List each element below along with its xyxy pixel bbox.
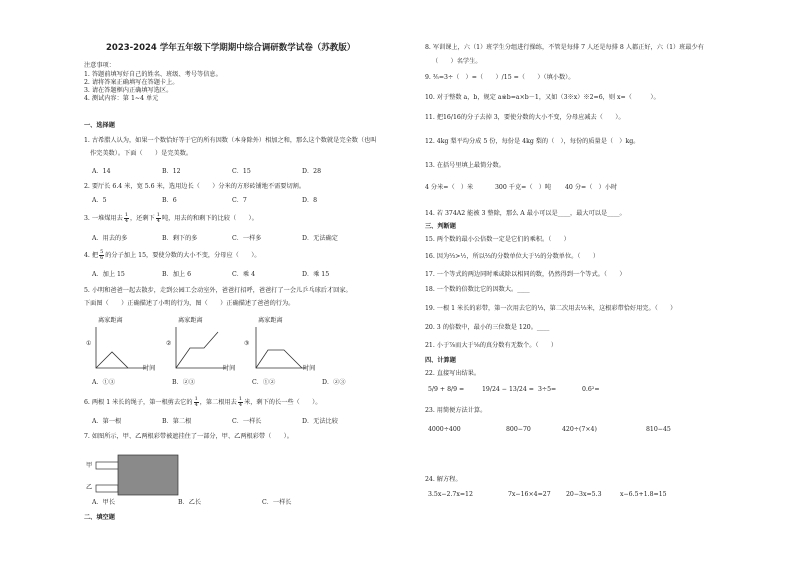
equation-item: 7x−16×4=27	[508, 491, 551, 498]
question-18: 18. 一个数的倍数比它的因数大。____	[425, 286, 530, 293]
graph-x-label: 时间	[223, 365, 236, 372]
option[interactable]: A．14	[92, 168, 111, 175]
option[interactable]: D．乘 15	[302, 271, 330, 278]
question-23: 23. 用简便方法计算。	[425, 407, 487, 414]
ribbon-yi	[96, 485, 118, 492]
question-13-item: 300 千克=（ ）吨	[495, 184, 552, 191]
graph-y-label: 离家距离	[98, 317, 123, 324]
option[interactable]: C．一样多	[232, 235, 262, 242]
option[interactable]: D．8	[302, 197, 318, 204]
option[interactable]: B．乙长	[178, 499, 202, 506]
question-3: 3. 一堆煤用去 $\frac{1}{4}$ ，还剩下 $\frac{1}{4}$ 吨，用去的和剩下的比较（ ）。	[84, 212, 258, 224]
graph-x-label: 时间	[303, 365, 316, 372]
option[interactable]: C．15	[232, 168, 251, 175]
calc-item: 3÷5=	[538, 386, 557, 393]
notes-item: 2. 请将答案正确填写在答题卡上。	[84, 79, 179, 86]
page-title: 2023-2024 学年五年级下学期期中综合调研数学试卷（苏教版）	[106, 43, 356, 53]
option[interactable]: B．第二根	[162, 418, 192, 425]
calc-item: 0.6²=	[582, 386, 600, 393]
question-7: 7. 如图所示，甲、乙两根彩带被遮挂住了一部分，甲、乙两根彩带（ ）。	[84, 433, 293, 440]
question-16: 16. 因为⅔>½，所以⅔的分数单位大于½的分数单位。（ ）	[425, 253, 600, 260]
question-9: 9. ⅗=3÷（ ）=（ ）/15 =（ ）（填小数）。	[425, 74, 575, 81]
equation-item: 3.5x−2.7x=12	[428, 491, 473, 498]
question-8: 8. 军训课上，六（1）班学生分组进行操练，不管是每排 7 人还是每排 8 人都正好，六（1）班最少有	[425, 44, 704, 51]
question-17: 17. 一个等式的两边同时乘或除以相同的数，仍然得到一个等式。（ ）	[425, 271, 626, 278]
question-13-item: 4 分米=（ ）米	[425, 184, 474, 191]
section-title: 四、计算题	[425, 357, 456, 364]
equation-item: 20−3x=5.3	[566, 491, 602, 498]
option[interactable]: C．7	[232, 197, 247, 204]
graph-number: ②	[166, 340, 172, 347]
calc-item: 5/9 + 8/9 =	[428, 386, 465, 393]
option[interactable]: C．①②	[252, 379, 276, 386]
option[interactable]: A．第一根	[92, 418, 122, 425]
option[interactable]: D．②③	[322, 379, 346, 386]
ribbon-label-yi: 乙	[86, 484, 93, 491]
question-22: 22. 直接写出结果。	[425, 370, 481, 377]
option[interactable]: D．无法确定	[302, 235, 338, 242]
question-13: 13. 在括号里填上最简分数。	[425, 162, 505, 169]
option[interactable]: C．一样长	[232, 418, 262, 425]
notes-item: 4. 测试内容：第 1~4 单元	[84, 95, 159, 102]
question-20: 20. 3 的倍数中，最小的三位数是 120。____	[425, 324, 550, 331]
question-2: 2. 要厅长 6.4 米，宽 5.6 米，选用边长（ ）分米的方形砖铺地不需要切割。	[84, 183, 306, 190]
graph-x-label: 时间	[143, 365, 156, 372]
option[interactable]: D．无法比较	[302, 418, 338, 425]
notes-heading: 注意事项：	[84, 62, 115, 69]
option[interactable]: A．5	[92, 197, 107, 204]
option[interactable]: D．28	[302, 168, 322, 175]
option[interactable]: A．①③	[92, 379, 116, 386]
question-12: 12. 4kg 梨平均分成 5 份，每份是 4kg 梨的（ ），每份的质量是（ ）kg。	[425, 138, 640, 145]
option[interactable]: B．剩下的多	[162, 235, 198, 242]
option[interactable]: C．一样长	[262, 499, 292, 506]
section-title: 二、填空题	[84, 514, 115, 521]
question-19: 19. 一根 1 米长的彩带，第一次用去它的⅓，第二次用去⅓米，这根彩带恰好用完。（ ）	[425, 305, 677, 312]
calc-item: 420÷(7×4)	[562, 426, 597, 433]
section-title: 一、选择题	[84, 122, 115, 129]
question-14: 14. 若 374A2 能被 3 整除，那么 A 最小可以是____，最大可以是____。	[425, 210, 626, 217]
question-24: 24. 解方程。	[425, 476, 462, 483]
calc-item: 19/24 − 13/24 =	[482, 386, 534, 393]
notes-item: 1. 答题前填写好自己的姓名、班级、考号等信息。	[84, 71, 222, 78]
question-8-cont: （ ）名学生。	[432, 58, 482, 65]
question-5: 5. 小明和爸爸一起去散步，走到公园工会动室外，爸爸打招呼，爸爸打了一会儿乒乓球后才回家。	[84, 287, 352, 294]
graph-y-label: 离家距离	[258, 317, 283, 324]
question-15: 15. 两个数的最小公倍数一定是它们的乘积。（ ）	[425, 236, 570, 243]
question-10: 10. 对于整数 a，b，规定 a※b=a×b－1，又如（3※x）※2=6，则 x=（ ）。	[425, 94, 660, 101]
option[interactable]: B．12	[162, 168, 181, 175]
question-11: 11. 把16/16的分子去掉 3，要使分数的大小不变，分母应减去（ ）。	[425, 114, 625, 121]
option[interactable]: A．用去的多	[92, 235, 128, 242]
option[interactable]: B．加上 6	[162, 271, 192, 278]
option[interactable]: B．②③	[172, 379, 196, 386]
question-13-item: 40 分=（ ）小时	[565, 184, 618, 191]
ribbon-label-jia: 甲	[86, 462, 93, 469]
question-1-cont: 作完美数）。下面（ ）是完美数。	[90, 150, 193, 157]
question-4: 4. 把 $\frac{5}{6}$ 的分子加上 15，要使分数的大小不变，分母应（ ）。	[84, 249, 261, 261]
section-title: 三、判断题	[425, 223, 456, 230]
option[interactable]: A．甲长	[92, 499, 116, 506]
cover-box	[118, 455, 178, 495]
question-21: 21. 小于⅞而大于⅛的真分数有无数个。（ ）	[425, 342, 558, 349]
option[interactable]: A．加上 15	[92, 271, 125, 278]
question-6: 6. 两根 1 米长的绳子，第一根剪去它的 $\frac{1}{4}$ ，第二根用去 $\frac{1}{4}$ 米，剩下的长一些（ ）。	[84, 396, 322, 408]
graph-number: ③	[244, 340, 250, 347]
equation-item: x−6.5+1.8=15	[620, 491, 667, 498]
graph-number: ①	[86, 340, 92, 347]
option[interactable]: C．乘 4	[232, 271, 256, 278]
question-5-cont: 下面图（ ）正确描述了小明的行为，图（ ）正确描述了爸爸的行为。	[84, 300, 295, 307]
graph-y-label: 离家距离	[178, 317, 203, 324]
calc-item: 800−70	[506, 426, 531, 433]
question-1: 1. 古希腊人认为，如果一个数恰好等于它的所有因数（本身除外）相加之和，那么这个数就是完全数（也叫	[84, 137, 377, 144]
calc-item: 4000÷400	[428, 426, 461, 433]
calc-item: 810−45	[646, 426, 671, 433]
notes-item: 3. 请在答题框内正确填写选区。	[84, 87, 173, 94]
option[interactable]: B．6	[162, 197, 177, 204]
